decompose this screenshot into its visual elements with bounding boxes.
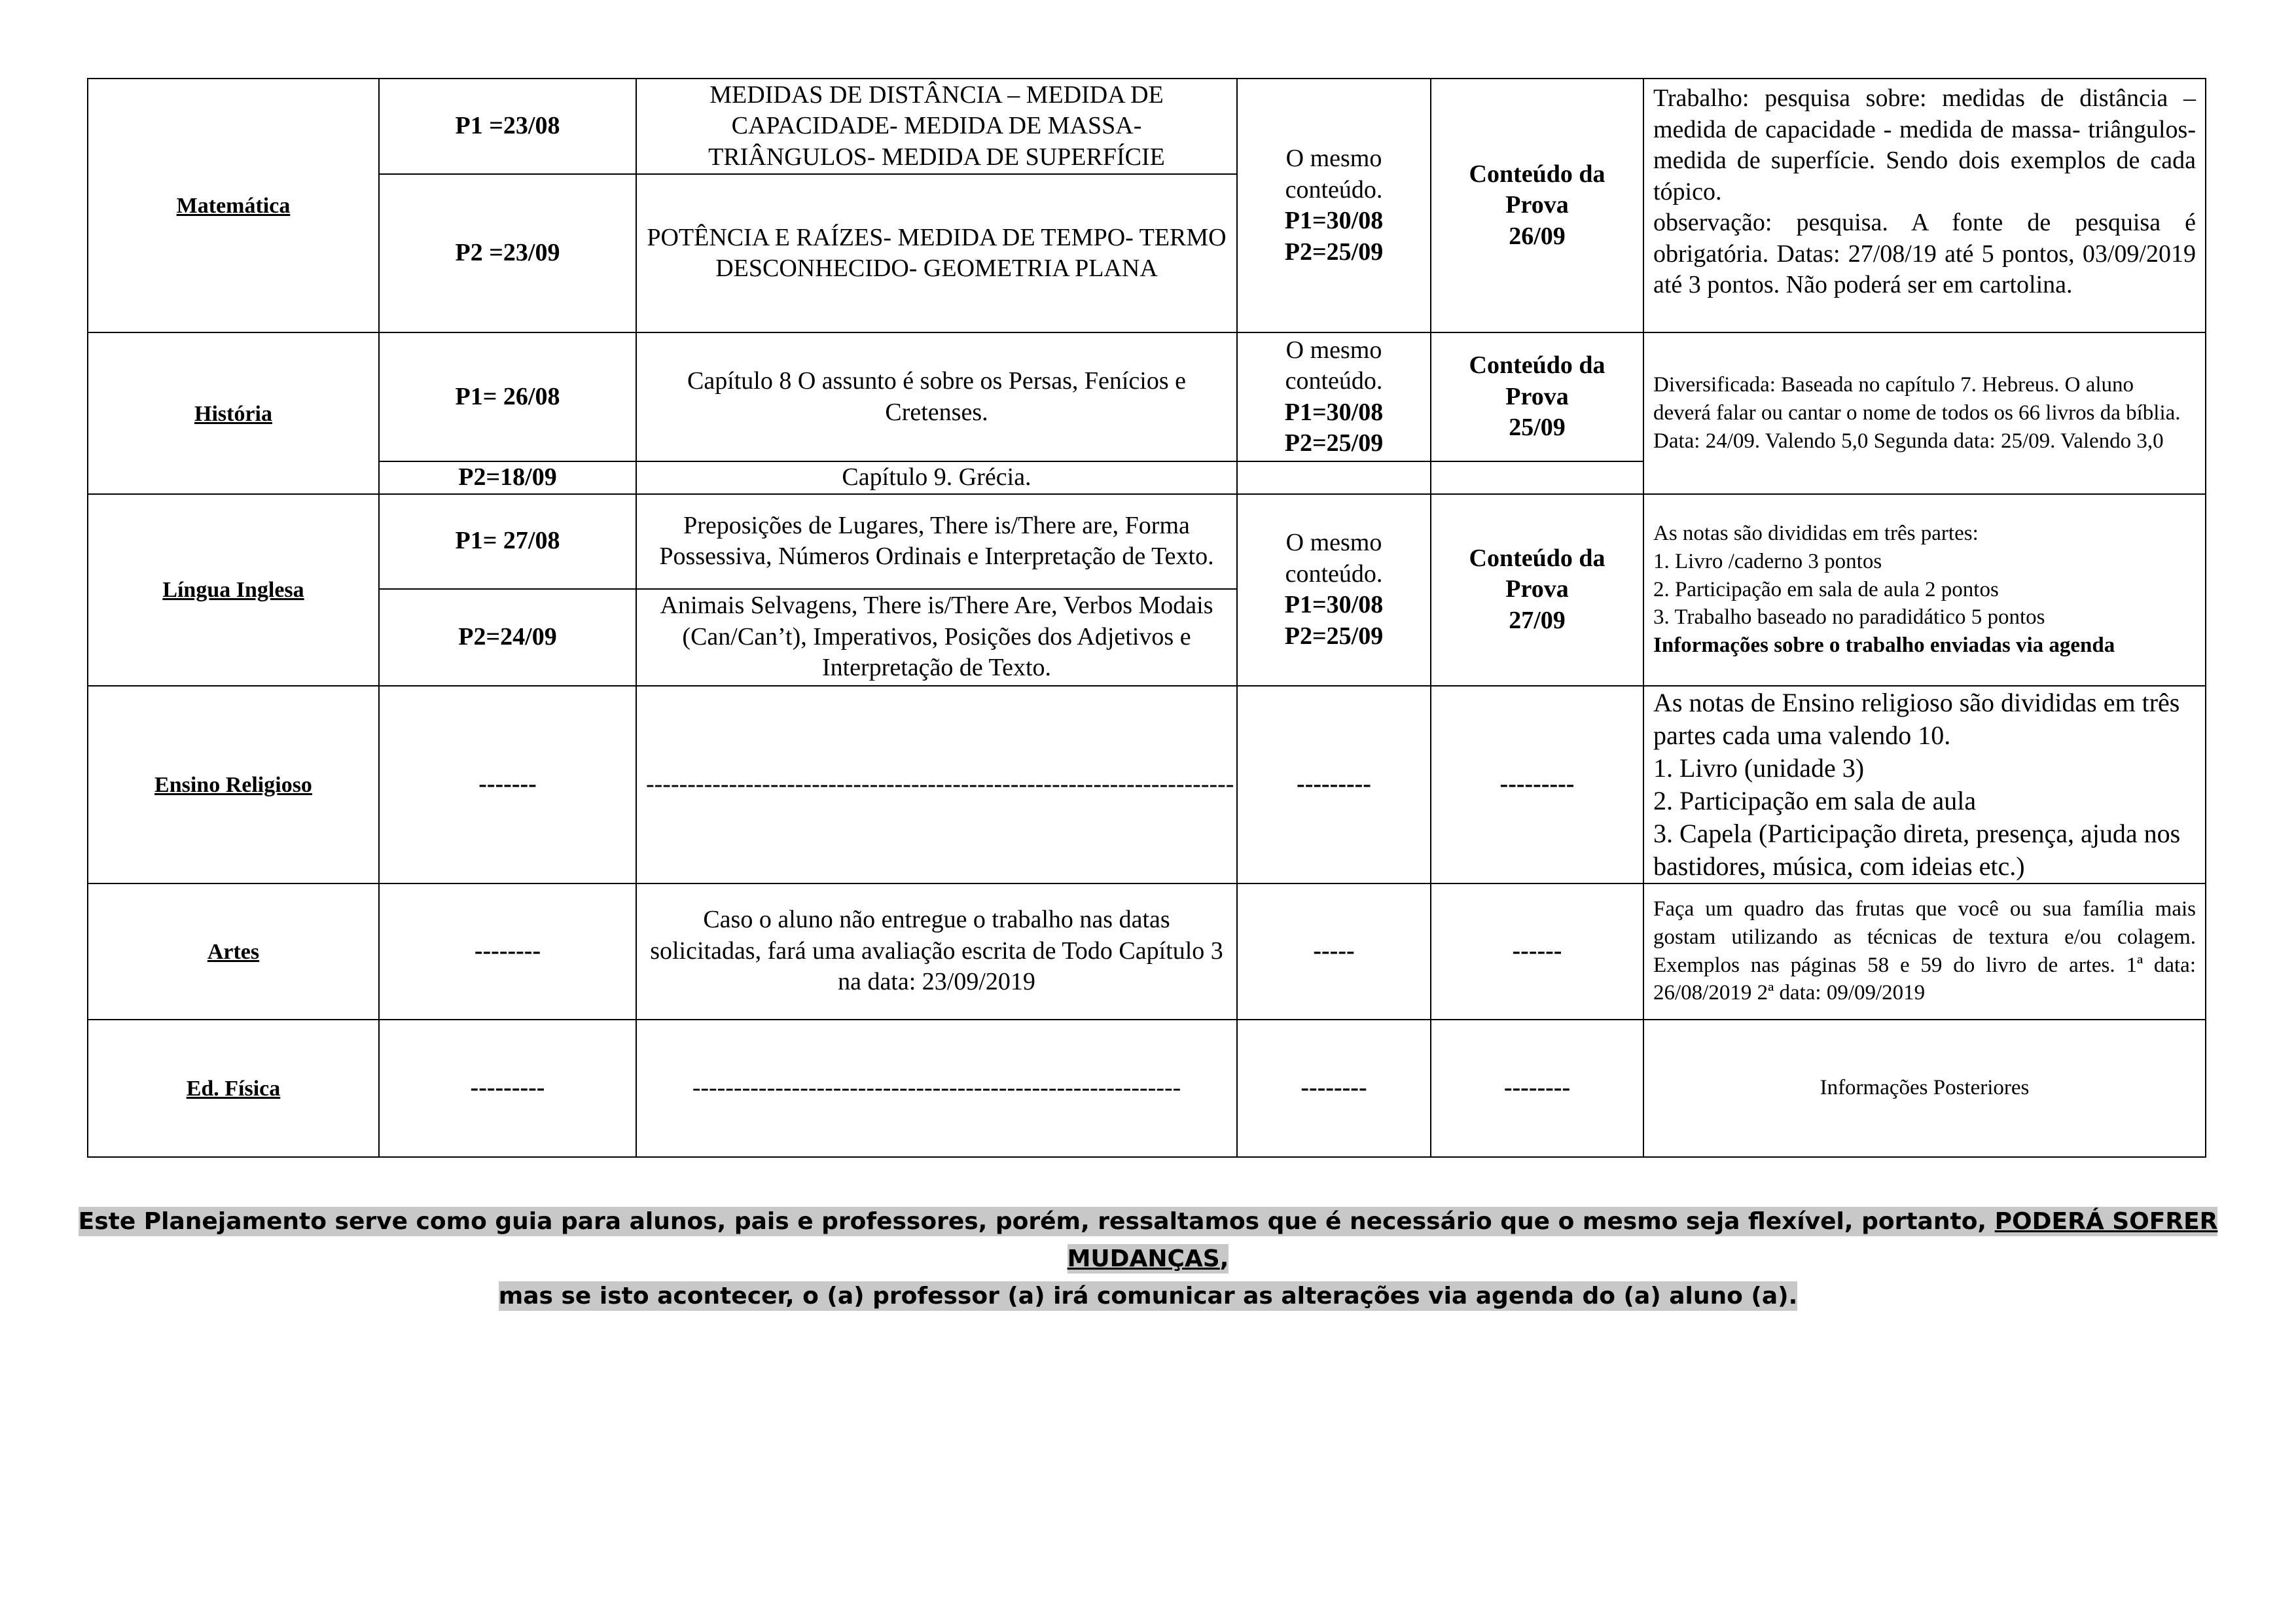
p2-content: Capítulo 9. Grécia. [636,461,1237,494]
subject-label: Matemática [176,194,291,219]
recovery-p1: P1=30/08 [1284,398,1384,426]
subject-cell [88,79,379,332]
recovery-cell [1237,494,1431,686]
table-row [88,883,2206,1020]
recovery-text: O mesmo conteúdo. [1285,145,1383,204]
table-row [88,332,2206,461]
exam-label: Conteúdo da Prova [1469,160,1605,219]
recovery-dash: ----- [1237,883,1431,1020]
p-dash: --------- [379,1020,636,1157]
notes-item: 3. Trabalho baseado no paradidático 5 pontos [1653,605,2045,630]
notes-cell: As notas de Ensino religioso são divididas em três partes cada uma valendo 10. 1. Livro (unidade 3) 2. Participação em sala de aula 3. Capela (Participação direta, presença, ajuda nos bastidores, música, com ideias etc.) [1643,686,2206,883]
subject-label: História [194,401,272,426]
subject-label: Ed. Física [186,1076,281,1101]
table-row [88,494,2206,589]
exam-date: 26/09 [1509,222,1566,250]
p2-date: P2=18/09 [379,461,636,494]
recovery-dash: -------- [1237,1020,1431,1157]
recovery-text: O mesmo conteúdo. [1285,529,1383,588]
recovery-p1: P1=30/08 [1284,207,1384,234]
footer-highlight [79,1207,2218,1274]
planning-table [87,78,2206,1158]
p1-date: P1 =23/08 [379,79,636,174]
recovery-p2: P2=25/09 [1284,429,1384,457]
exam-cell [1431,494,1643,686]
p2-date: P2=24/09 [379,589,636,686]
table-row [88,79,2206,174]
content-dash: ----------------------------------------------------------------------- [636,686,1237,883]
notes-cell [1643,494,2206,686]
exam-cell [1431,79,1643,332]
subject-cell [88,332,379,494]
footer-line1-start: Este Planejamento serve como guia para alunos, pais e professores, porém, ressaltamos que é necessário que o mesmo seja flexível, portanto, [78,1208,1995,1235]
subject-cell [88,1020,379,1157]
footer-line-2 [0,1277,2296,1315]
table-row [88,686,2206,883]
p1-content: Preposições de Lugares, There is/There are, Forma Possessiva, Números Ordinais e Interpretação de Texto. [636,494,1237,589]
recovery-p2: P2=25/09 [1284,622,1384,650]
p2-date: P2 =23/09 [379,174,636,332]
notes-bold: Informações sobre o trabalho enviadas via agenda [1653,633,2115,658]
footer-line2: mas se isto acontecer, o (a) professor (a) irá comunicar as alterações via agenda do (a) aluno (a). [498,1283,1798,1310]
recovery-dash: --------- [1237,686,1431,883]
exam-empty [1431,461,1643,494]
p-dash: ------- [379,686,636,883]
subject-label: Ensino Religioso [154,772,312,797]
p1-content: Capítulo 8 O assunto é sobre os Persas, Fenícios e Cretenses. [636,332,1237,461]
notes-intro: As notas são divididas em três partes: [1653,521,1979,545]
subject-cell [88,494,379,686]
notes-cell: Faça um quadro das frutas que você ou sua família mais gostam utilizando as técnicas de textura e/ou colagem. Exemplos nas páginas 58 e 59 do livro de artes. 1ª data: 26/08/2019 2ª data: 09/09/2019 [1643,883,2206,1020]
recovery-cell [1237,332,1431,461]
exam-date: 25/09 [1509,414,1566,442]
exam-dash: --------- [1431,686,1643,883]
recovery-empty [1237,461,1431,494]
notes-item: 1. Livro /caderno 3 pontos [1653,549,1882,573]
recovery-p1: P1=30/08 [1284,591,1384,618]
content-dash: ----------------------------------------------------------- [636,1020,1237,1157]
subject-label: Artes [207,939,260,964]
p1-date: P1= 27/08 [379,494,636,589]
p1-date: P1= 26/08 [379,332,636,461]
exam-cell [1431,332,1643,461]
recovery-p2: P2=25/09 [1284,238,1384,266]
notes-cell: Diversificada: Baseada no capítulo 7. Hebreus. O aluno deverá falar ou cantar o nome de todos os 66 livros da bíblia. Data: 24/09. Valendo 5,0 Segunda data: 25/09. Valendo 3,0 [1643,332,2206,494]
subject-label: Língua Inglesa [162,578,304,603]
notes-cell: Informações Posteriores [1643,1020,2206,1157]
subject-cell [88,883,379,1020]
exam-dash: -------- [1431,1020,1643,1157]
notes-item: 2. Participação em sala de aula 2 pontos [1653,577,1999,601]
content-cell: Caso o aluno não entregue o trabalho nas datas solicitadas, fará uma avaliação escrita de Todo Capítulo 3 na data: 23/09/2019 [636,883,1237,1020]
exam-label: Conteúdo da Prova [1469,544,1605,603]
table-row [88,1020,2206,1157]
exam-dash: ------ [1431,883,1643,1020]
p-dash: -------- [379,883,636,1020]
recovery-text: O mesmo conteúdo. [1285,336,1383,395]
recovery-cell [1237,79,1431,332]
footer-line1-end: , [1219,1245,1229,1272]
footer-line-1 [0,1203,2296,1277]
p2-content: POTÊNCIA E RAÍZES- MEDIDA DE TEMPO- TERMO DESCONHECIDO- GEOMETRIA PLANA [636,174,1237,332]
subject-cell [88,686,379,883]
p2-content: Animais Selvagens, There is/There Are, Verbos Modais (Can/Can’t), Imperativos, Posições dos Adjetivos e Interpretação de Texto. [636,589,1237,686]
p1-content: MEDIDAS DE DISTÂNCIA – MEDIDA DE CAPACIDADE- MEDIDA DE MASSA- TRIÂNGULOS- MEDIDA DE SUPERFÍCIE [636,79,1237,174]
exam-date: 27/09 [1509,606,1566,634]
footer-note [0,1203,2296,1315]
footer-emphasis: PODERÁ SOFRER MUDANÇAS [1067,1208,2218,1272]
notes-cell: Trabalho: pesquisa sobre: medidas de distância – medida de capacidade - medida de massa- triângulos- medida de superfície. Sendo dois exemplos de cada tópico. observação: pesquisa. A fonte de pesquisa é obrigatória. Datas: 27/08/19 até 5 pontos, 03/09/2019 até 3 pontos. Não poderá ser em cartolina. [1643,79,2206,332]
exam-label: Conteúdo da Prova [1469,351,1605,410]
